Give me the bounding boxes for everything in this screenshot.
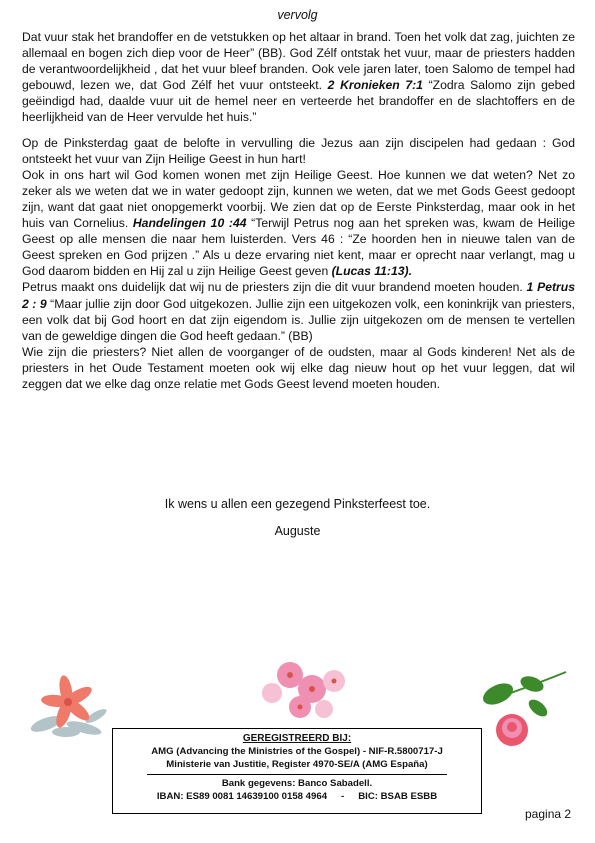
paragraph [22,135,575,167]
paragraph-text: Wie zijn die priesters? Niet allen de voorganger of de oudsten, maar al Gods kinderen! Net als de priesters in het Oude Testament moeten ook wij elke dag nieuw hout op het vuur leggen, dat wil zeggen dat we elke dag onze relatie met Gods Geest levend moeten houden. [22,344,575,391]
paragraph-text: Petrus maakt ons duidelijk dat wij nu de priesters zijn die dit vuur brandend moeten houden. [22,280,527,295]
iban: IBAN: ES89 0081 14639100 0158 4964 [156,791,328,802]
registration-ministry: Ministerie van Justitie, Register 4970-SE/A (AMG España) [166,759,428,770]
paragraph [22,167,575,280]
blossom-flower-decoration [252,653,356,725]
paragraph-text: “Terwijl Petrus nog aan het spreken was, kwam de Heilige Geest op alle mensen die naar hem luisterden. Vers 46 : “Ze hoorden hen in nieuwe talen van de Geest spreken en God prijzen .” Als u deze ervaring niet kent, maar er oprecht naar verlangt, mag u God daarom bidden en Hij zal u zijn Heilige Geest geven [22,216,575,279]
bank-details: Bank gegevens: Banco Sabadell. [221,778,373,789]
paragraph [22,279,575,343]
scripture-reference: (Lucas 11:13). [331,264,412,279]
rose-leaves [480,673,551,719]
registration-title: GEREGISTREERD BIJ: [242,733,352,744]
paragraph-text: “Zodra Salomo zijn gebed geëindigd had, daalde vuur uit de hemel neer en verteerde het brandoffer en de slachtoffers en de heerlijkheid van de Heer vervulde het huis.” [22,78,575,125]
page-number: pagina 2 [525,807,572,821]
paragraph-text: Op de Pinksterdag gaat de belofte in vervulling die Jezus aan zijn discipelen had gedaan : God ontsteekt het vuur van Zijn Heilige Geest in hun hart! [22,135,575,166]
blossom-cluster [262,662,345,718]
rose-flower-decoration [476,668,576,756]
scripture-reference: Handelingen 10 :44 [132,216,247,231]
bic: BIC: BSAB ESBB [358,791,438,802]
article-body [22,29,575,392]
closing-greeting: Ik wens u allen een gezegend Pinksterfeest toe. [164,497,431,511]
paragraph-text: Dat vuur stak het brandoffer en de vetstukken op het altaar in brand. Toen het volk dat zag, juichten ze allemaal en bogen zich diep voor de Heer” (BB). God Zélf ontstak het vuur, maar de priesters hadden de verantwoordelijkheid , dat het vuur bleef branden. Ook vele jaren later, toen Salomo de tempel had gebouwd, lezen we, dat God Zélf het vuur ontsteekt. [22,30,575,93]
scripture-reference: 2 Kronieken 7:1 [327,78,423,93]
paragraph-text: “Maar jullie zijn door God uitgekozen. Jullie zijn een uitgekozen volk, een koninkrijk van priesters, een volk dat bij God hoort en dat zijn eigendom is. Jullie zijn uitgekozen om de mensen te vertellen van de geweldige dingen die God heeft gedaan.” (BB) [22,296,575,343]
paragraph-text: Ook in ons hart wil God komen wonen met zijn Heilige Geest. Hoe kunnen we dat weten? Net zo zeker als we weten dat we in water gedoopt zijn, kunnen we weten, dat we met Gods Geest gedoopt zijn, want dat gaat niet onopgemerkt voorbij. We zien dat op de Eerste Pinksterdag, maar ook in het huis van Cornelius. [22,167,575,231]
lily-flower-decoration [26,672,112,742]
registration-divider [147,774,447,775]
paragraph [22,29,575,126]
scripture-reference: 1 Petrus 2 : 9 [22,280,575,311]
rose-bloom [496,714,528,746]
registration-organization: AMG (Advancing the Ministries of the Gospel) - NIF-R.5800717-J [151,746,443,757]
page-header: vervolg [277,8,318,22]
iban-bic-separator: - [341,791,345,802]
registration-box [112,728,482,814]
signature: Auguste [274,524,321,538]
iban-bic-row [113,790,481,803]
paragraph [22,344,575,392]
